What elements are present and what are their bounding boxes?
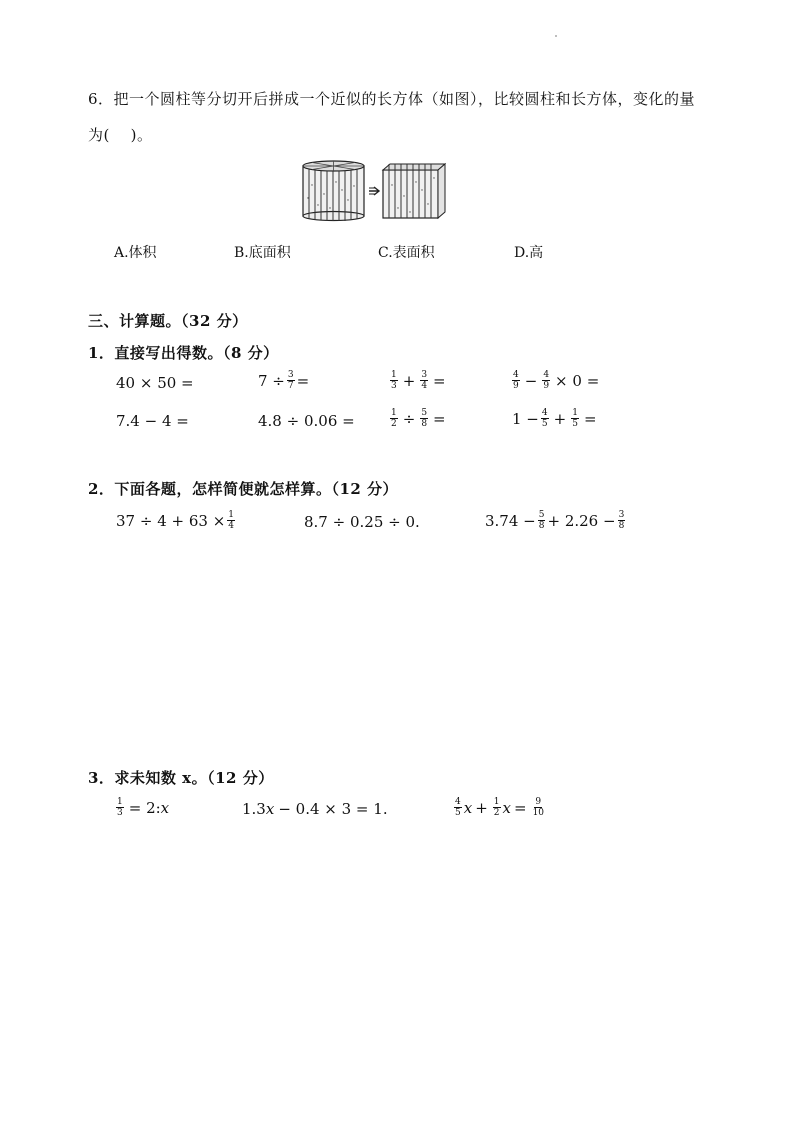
part-1-title: 1．直接写出得数。（8 分） [88, 344, 279, 362]
fraction-4-9: $\frac{4}{9}$ [513, 370, 519, 391]
fraction-3-7: $\frac{3}{7}$ [287, 370, 294, 391]
plus-sign: + [553, 409, 567, 428]
cylinder-image [303, 161, 364, 221]
question-6-text-line2: 为( )。 [88, 126, 153, 144]
equation-3-3 [452, 797, 547, 818]
calc-1-3 [388, 370, 449, 391]
calc-1-2 [258, 370, 309, 391]
divide-sign: ÷ [402, 409, 416, 428]
calc-2-1-lhs: 37 ÷ 4 + 63 × [116, 511, 226, 530]
calc-1-1-expr: 40 × 50 = [116, 374, 194, 392]
minus-sign: − [524, 371, 538, 390]
cuboid-image [383, 164, 445, 218]
equals-sign: = [513, 798, 527, 817]
fraction-1-3: $\frac{1}{3}$ [117, 797, 123, 818]
calc-1-1 [116, 374, 194, 392]
fraction-1-2: $\frac{1}{2}$ [493, 797, 500, 818]
calc-1-7 [388, 408, 449, 429]
equation-3-2-rest: − 0.4 × 3 = 1. [278, 800, 388, 818]
calc-2-3-part-b: + 2.26 − [547, 511, 616, 530]
calc-1-5-expr: 7.4 − 4 = [116, 412, 189, 430]
calc-2-2-expr: 8.7 ÷ 0.25 ÷ 0. [304, 513, 420, 531]
fraction-9-10: $\frac{9}{10}$ [532, 797, 545, 818]
option-b: B.底面积 [234, 245, 291, 261]
variable-x: x [265, 800, 275, 818]
calc-2-1 [116, 510, 237, 531]
equals-sign: = [433, 409, 446, 428]
part-3-title: 3．求未知数 x。（12 分） [88, 769, 274, 787]
scan-speck [555, 35, 557, 37]
plus-sign: + [475, 798, 488, 817]
fraction-5-8: $\frac{5}{8}$ [421, 408, 428, 429]
calc-1-2-lhs: 7 ÷ [258, 371, 285, 390]
cylinder-to-cuboid-figure [300, 160, 446, 222]
calc-2-2 [304, 513, 420, 531]
fraction-4-9-b: $\frac{4}{9}$ [543, 370, 550, 391]
option-c: C.表面积 [378, 245, 435, 261]
fraction-4-5: $\frac{4}{5}$ [541, 408, 548, 429]
calc-1-4 [510, 370, 602, 391]
question-6-text-line1: 6．把一个圆柱等分切开后拼成一个近似的长方体（如图），比较圆柱和长方体，变化的量 [88, 90, 696, 108]
option-d: D.高 [514, 245, 544, 261]
equation-3-2-coef: 1.3 [242, 800, 266, 818]
equation-3-1-rhs: = 2: [128, 798, 161, 817]
one-minus: 1 − [512, 409, 539, 428]
variable-x: x [160, 798, 170, 817]
calc-1-6-expr: 4.8 ÷ 0.06 = [258, 412, 355, 430]
section-3-heading: 三、计算题。（32 分） [88, 312, 248, 330]
fraction-3-8: $\frac{3}{8}$ [618, 510, 625, 531]
fraction-1-5: $\frac{1}{5}$ [572, 408, 578, 429]
calc-2-3 [485, 510, 627, 531]
option-a: A.体积 [114, 245, 157, 261]
fraction-1-2: $\frac{1}{2}$ [391, 408, 397, 429]
equals-sign: = [433, 371, 446, 390]
calc-1-8 [512, 408, 600, 429]
times-zero-equals: × 0 = [555, 371, 600, 390]
fraction-4-5: $\frac{4}{5}$ [455, 797, 461, 818]
calc-1-5 [116, 412, 189, 430]
plus-sign: + [402, 371, 416, 390]
variable-x: x [463, 798, 473, 817]
fraction-5-8: $\frac{5}{8}$ [538, 510, 545, 531]
fraction-1-4: $\frac{1}{4}$ [228, 510, 234, 531]
equals-sign: = [296, 371, 310, 390]
calc-1-6 [258, 412, 355, 430]
equals-sign: = [583, 409, 597, 428]
part-2-title: 2．下面各题，怎样简便就怎样算。（12 分） [88, 480, 399, 498]
arrow-right-icon [369, 187, 379, 195]
equation-3-2 [242, 800, 388, 818]
equation-3-1 [114, 797, 169, 818]
variable-x: x [502, 798, 511, 817]
calc-2-3-part-a: 3.74 − [485, 511, 536, 530]
fraction-3-4: $\frac{3}{4}$ [421, 370, 428, 391]
fraction-1-3: $\frac{1}{3}$ [391, 370, 397, 391]
